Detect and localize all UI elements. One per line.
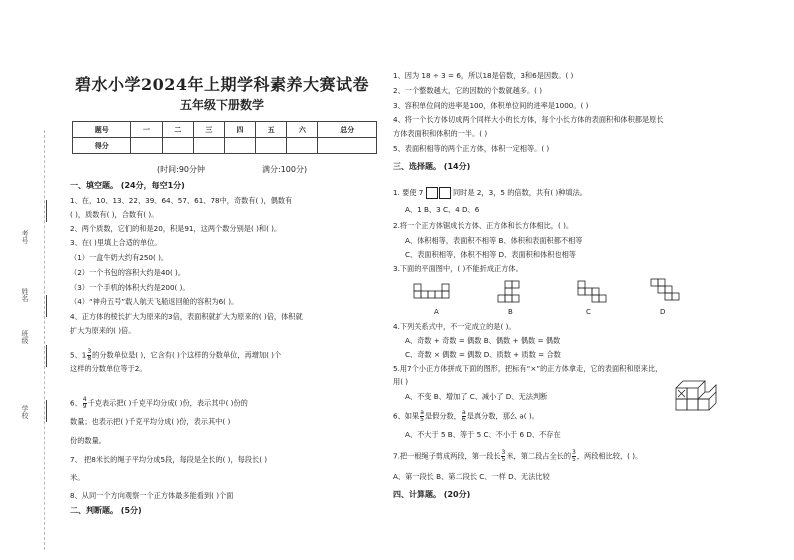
s3-q2-options-ab: A、体积相等，表面积不相等 B、体积和表面积都不相等 [405, 236, 583, 245]
net-label-c: C [586, 308, 591, 316]
s1-line: 扩大为原来的( )倍。 [70, 326, 136, 335]
q6-prefix: 6、 [70, 398, 82, 408]
name-label: 姓名 [21, 288, 29, 302]
score-table-cell: 二 [162, 122, 193, 138]
q1-text2: 同时是 2，3，5 的倍数，共有( )种填法。 [452, 188, 587, 197]
s2-line: 5、表面积相等的两个正方体，体积一定相等。( ) [393, 144, 550, 153]
s3-q6-options: A、不大于 5 B、等于 5 C、不小于 6 D、不存在 [405, 430, 561, 439]
score-table-cell: 五 [256, 122, 287, 138]
s1-line: 3、在( )里填上合适的单位。 [70, 238, 162, 247]
score-table-cell: 三 [193, 122, 224, 138]
frac-den: 5 [501, 456, 506, 463]
q6-frac-num: 4 [82, 396, 87, 403]
s1-q8: 8、从同一个方向观察一个正方体最多能看到( )个面 [70, 491, 234, 500]
s3-q5: 5.用7个小正方体拼成下面的图形，把标有“×”的正方体拿走，它的表面积和原来比， [393, 364, 663, 373]
score-row-label: 得分 [73, 138, 131, 154]
s3-q5-options: A、不变 B、增加了 C、减小了 D、无法判断 [405, 392, 548, 401]
class-line [46, 345, 47, 367]
s3-q4-options-cd: C、奇数 × 偶数 = 偶数 D、质数 + 质数 = 合数 [405, 350, 561, 359]
q7-fraction-2 [572, 450, 576, 463]
net-label-a: A [434, 308, 439, 316]
score-input-cell[interactable] [256, 138, 287, 154]
s1-line: （2）一个书包的容积大约是40( )。 [70, 268, 186, 277]
score-table-cell: 一 [131, 122, 162, 138]
score-input-cell[interactable] [162, 138, 193, 154]
section4-heading: 四、计算题。 (20分) [393, 490, 471, 499]
blank-box [439, 187, 451, 199]
exam-number-line [46, 200, 47, 222]
net-label-b: B [508, 308, 513, 316]
q6-frac-den: 9 [82, 403, 87, 410]
score-table-cell: 总分 [318, 122, 377, 138]
score-table-score-row [73, 138, 377, 154]
score-input-cell[interactable] [131, 138, 162, 154]
s3-q3: 3.下面的平面图中，( )不能折成正方体。 [393, 264, 523, 273]
score-table-header-row [73, 122, 377, 138]
q5-whole: 1 [81, 350, 87, 360]
net-shape-c [577, 280, 607, 306]
s1-line: ( )，质数有( )，合数有( )。 [70, 210, 159, 219]
q7-fraction-1 [501, 450, 505, 463]
s2-line: 4、将一个长方体切成两个同样大小的长方体，每个小长方体的表面积和体积都是原长 [393, 115, 664, 124]
s2-line: 方体表面积和体积的一半。( ) [393, 129, 488, 138]
frac-den: 5 [420, 416, 424, 423]
section1-heading: 一、填空题。 (24分，每空1分) [70, 181, 185, 190]
binding-margin [0, 0, 62, 560]
frac-num: 3 [572, 449, 576, 456]
q6-text: 千克表示把( )千克平均分成( )份，表示其中( )份的 [87, 398, 248, 408]
frac-den: 5 [572, 456, 576, 463]
q7-mid: 米，第二段占全长的 [506, 451, 572, 461]
q6-tail: 是真分数，那么 a( )。 [466, 411, 539, 421]
binding-dashed-line [44, 130, 45, 550]
exam-subtitle: 五年级下册数学 [179, 98, 264, 112]
score-table-cell: 六 [287, 122, 318, 138]
s3-q7-options: A、第一段长 B、第二段长 C、一样 D、无法比较 [393, 472, 550, 481]
score-info: 满分:100分) [262, 165, 308, 174]
school-line [46, 400, 47, 422]
score-input-cell[interactable] [224, 138, 255, 154]
q5-frac-num: 3 [87, 348, 92, 355]
s1-line: 4、正方体的棱长扩大为原来的3倍，表面积就扩大为原来的( )倍，体积就 [70, 312, 303, 321]
frac-num: 3 [501, 449, 506, 456]
s2-line: 2、一个整数越大，它的因数的个数就越多。( ) [393, 86, 543, 95]
q5-prefix: 5、 [70, 350, 82, 360]
s2-line: 3、容积单位间的进率是100，体积单位间的进率是1000。( ) [393, 101, 589, 110]
q6-mid: 是假分数， [424, 411, 461, 421]
s3-q4: 4.下列关系式中，不一定成立的是( )。 [393, 322, 516, 331]
s1-q6 [70, 397, 248, 410]
q5-text: 的分数单位是( )，它含有( )个这样的分数单位，再增加( )个 [92, 350, 282, 360]
q6-fraction-2 [462, 410, 466, 423]
score-input-cell[interactable] [193, 138, 224, 154]
section3-heading: 三、选择题。 (14分) [393, 162, 471, 171]
net-shape-b [497, 280, 527, 306]
cube-figure [672, 378, 722, 418]
school-label: 学校 [21, 405, 29, 419]
s1-q5-line2: 这样的分数单位等于2。 [70, 364, 147, 373]
net-label-d: D [660, 308, 666, 316]
q1-text: 1. 要使 7 [393, 188, 424, 197]
blank-box [426, 187, 438, 199]
score-input-cell[interactable] [287, 138, 318, 154]
s3-q4-options-ab: A、奇数 + 奇数 = 偶数 B、偶数 + 偶数 = 偶数 [405, 336, 561, 345]
section2-heading: 二、判断题。 (5分) [70, 506, 142, 515]
q5-fraction [87, 349, 91, 362]
s3-q7 [393, 450, 642, 463]
time-info: (时间:90分钟 [157, 165, 205, 174]
q6-fraction-1 [420, 410, 424, 423]
s1-q6-line2: 数量；也表示把( )千克平均分成( )份，表示其中( ) [70, 417, 231, 426]
q7-tail: ，两段相比较，( )。 [576, 451, 643, 461]
s1-q7: 7、 把8米长的绳子平均分成5段，每段是全长的( )，每段长( ) [70, 455, 268, 464]
s3-q1-options: A、1 B、3 C、4 D、6 [405, 205, 480, 214]
s3-q1 [393, 187, 587, 199]
s3-q6 [393, 410, 539, 423]
q6-prefix: 6、如果 [393, 411, 420, 421]
frac-num: a [420, 409, 424, 416]
s1-line: （3）一个手机的体积大约是200( )。 [70, 283, 190, 292]
score-input-cell[interactable] [318, 138, 377, 154]
s2-line: 1、因为 18 ÷ 3 = 6，所以18是倍数，3和6是因数。( ) [393, 71, 574, 80]
s1-q5 [70, 349, 281, 362]
s3-q2: 2.将一个正方体锯成长方体、正方体和长方体相比，( )。 [393, 221, 574, 230]
q5-frac-den: 8 [87, 355, 92, 362]
s1-q6-line3: 份的数量。 [70, 436, 106, 445]
s1-line: （1）一盒牛奶大约有250( )。 [70, 253, 169, 262]
q7-prefix: 7.把一根绳子剪成两段，第一段长 [393, 451, 501, 461]
score-table-cell: 题号 [73, 122, 131, 138]
q6-fraction [83, 397, 87, 410]
s1-q7-line2: 米。 [70, 473, 85, 482]
frac-den: 6 [461, 416, 466, 423]
s1-line: （4）“神舟五号”载人航天飞船返回舱的容积为6( )。 [70, 297, 239, 306]
exam-number-label: 考号 [21, 230, 29, 244]
s1-line: 1、在，10、13、22、39、64、57、61、78中，奇数有( )，偶数有 [70, 196, 293, 205]
s3-q2-options-cd: C、表面积相等，体积不相等 D、表面积和体积也相等 [405, 250, 576, 259]
score-table-cell: 四 [224, 122, 255, 138]
s1-line: 2、两个质数，它们的和是20，积是91，这两个数分别是( )和( )。 [70, 224, 282, 233]
score-table [72, 121, 377, 154]
net-shape-a [413, 283, 457, 303]
s3-q5-line2: 用( ) [393, 377, 409, 386]
class-label: 班级 [21, 330, 29, 344]
frac-num: a [461, 409, 466, 416]
name-line [46, 295, 47, 317]
net-shape-d [650, 278, 680, 306]
exam-title: 碧水小学2024年上期学科素养大赛试卷 [74, 75, 370, 94]
